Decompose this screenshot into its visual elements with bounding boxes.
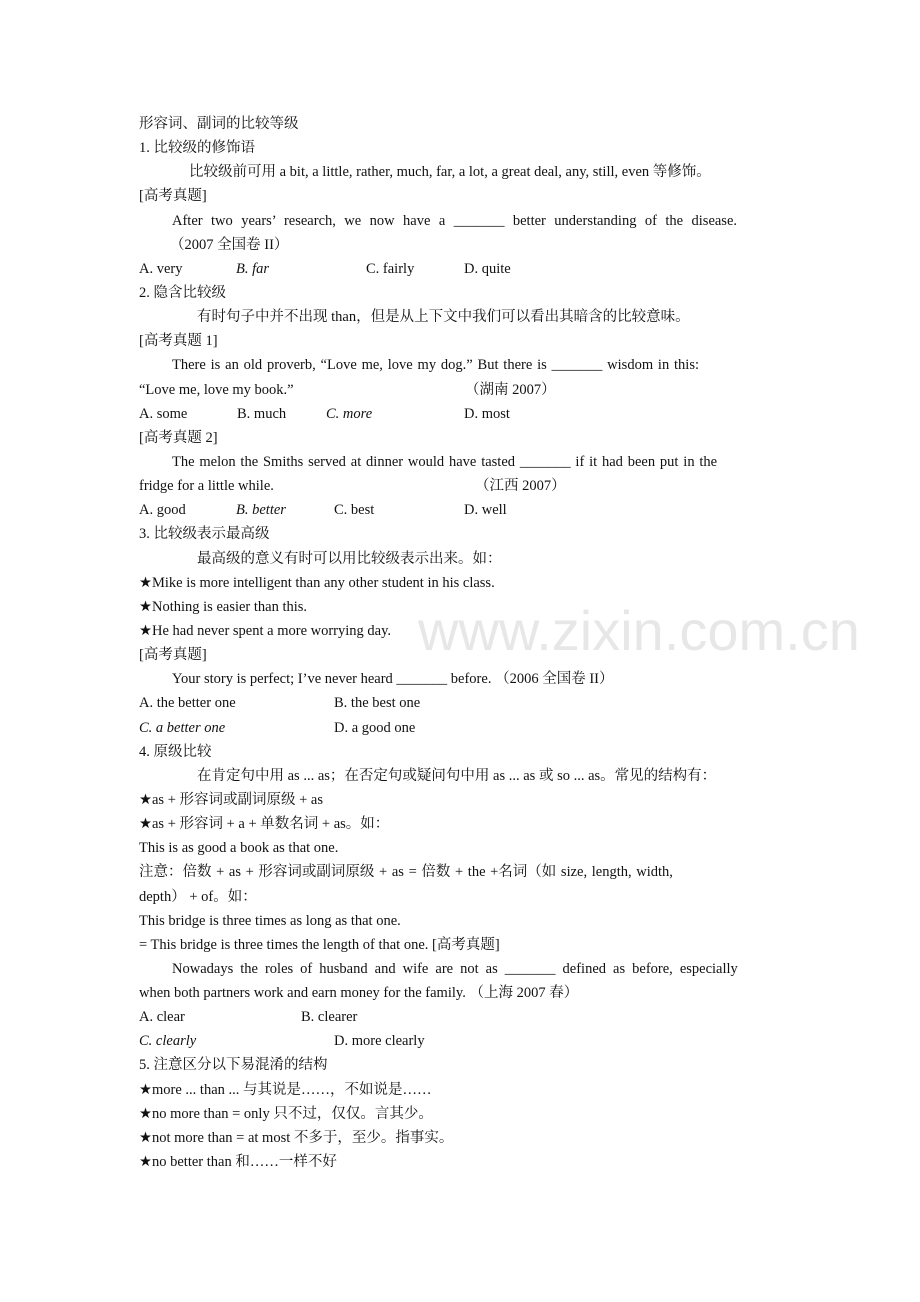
section-4-note-line1 (139, 860, 782, 884)
section-5-item-3: ★not more than = at most 不多于，至少。指事实。 (139, 1129, 454, 1146)
note-text: 注意：倍数 + as + 形容词或副词原级 + as = 倍数 + the +名词（如 size, length, width, (139, 864, 673, 881)
section-2-question-1-line1 (139, 353, 782, 377)
option-a: A. the better one (139, 695, 236, 712)
option-d: D. quite (464, 260, 511, 277)
section-1-question-line2: （2007 全国卷 II） (170, 236, 289, 253)
section-2-label-1: [高考真题 1] (139, 333, 218, 350)
question-text: “Love me, love my book.” (139, 381, 294, 398)
option-a: A. some (139, 405, 188, 422)
option-d: D. more clearly (334, 1033, 425, 1050)
option-a: A. very (139, 260, 183, 277)
question-text: There is an old proverb, “Love me, love my dog.” But there is _______ wisdom in this: (172, 357, 700, 374)
option-d: D. most (464, 405, 510, 422)
option-b: B. better (236, 502, 286, 519)
question-source: （湖南 2007） (465, 381, 556, 398)
question-text: The melon the Smiths served at dinner would have tasted _______ if it had been put in the (172, 453, 718, 470)
section-5-heading: 5. 注意区分以下易混淆的结构 (139, 1057, 328, 1074)
option-b: B. clearer (301, 1009, 358, 1026)
section-1-intro: 比较级前可用 a bit, a little, rather, much, far, a lot, a great deal, any, still, even 等修饰。 (189, 164, 711, 181)
section-4-question-line2: when both partners work and earn money for the family. （上海 2007 春） (139, 985, 579, 1002)
section-2-options-1 (139, 402, 782, 426)
option-b: B. far (236, 260, 270, 277)
section-4-example-3: = This bridge is three times the length of that one. [高考真题] (139, 936, 500, 953)
option-c: C. clearly (139, 1033, 197, 1050)
section-3-options-row-1 (139, 691, 782, 715)
section-3-example-1: ★Mike is more intelligent than any other student in his class. (139, 574, 495, 591)
section-2-question-1-line2 (139, 378, 782, 402)
section-3-question: Your story is perfect; I’ve never heard _______ before. （2006 全国卷 II） (172, 671, 614, 688)
section-5-item-1: ★more ... than ... 与其说是……，不如说是…… (139, 1081, 432, 1098)
section-4-intro: 在肯定句中用 as ... as；在否定句或疑问句中用 as ... as 或 so ... as。常见的结构有： (197, 767, 717, 784)
option-a: A. good (139, 502, 186, 519)
section-1-heading: 1. 比较级的修饰语 (139, 140, 255, 157)
option-b: B. much (237, 405, 287, 422)
option-c: C. more (326, 405, 373, 422)
option-c: C. best (334, 502, 375, 519)
option-d: D. well (464, 502, 507, 519)
section-1-question-line1 (139, 209, 782, 233)
section-3-heading: 3. 比较级表示最高级 (139, 526, 270, 543)
section-2-heading: 2. 隐含比较级 (139, 284, 226, 301)
option-b: B. the best one (334, 695, 421, 712)
section-2-question-2-line2 (139, 474, 782, 498)
section-5-item-2: ★no more than = only 只不过，仅仅。言其少。 (139, 1105, 433, 1122)
section-3-example-2: ★Nothing is easier than this. (139, 598, 308, 615)
watermark: www.zixin.com.cn (418, 599, 860, 662)
section-3-options-row-2 (139, 716, 782, 740)
question-text: Nowadays the roles of husband and wife are not as _______ defined as before, especially (172, 960, 738, 977)
section-4-pattern-1: ★as + 形容词或副词原级 + as (139, 791, 324, 808)
option-c: C. a better one (139, 719, 226, 736)
section-4-heading: 4. 原级比较 (139, 743, 212, 760)
section-4-options-row-1 (139, 1005, 782, 1029)
section-3-label: [高考真题] (139, 647, 207, 664)
question-source: （江西 2007） (475, 478, 566, 495)
section-2-question-2-line1 (139, 450, 782, 474)
section-1-label: [高考真题] (139, 188, 207, 205)
document-title: 形容词、副词的比较等级 (139, 116, 299, 132)
section-5-item-4: ★no better than 和……一样不好 (139, 1154, 337, 1171)
section-3-intro: 最高级的意义有时可以用比较级表示出来。如： (197, 550, 502, 567)
section-4-example-2: This bridge is three times as long as that one. (139, 912, 401, 929)
section-2-options-2 (139, 498, 782, 522)
section-1-options (139, 257, 782, 281)
section-4-example-1: This is as good a book as that one. (139, 840, 339, 857)
section-4-options-row-2 (139, 1029, 782, 1053)
option-d: D. a good one (334, 719, 416, 736)
section-2-label-2: [高考真题 2] (139, 429, 218, 446)
question-text: After two years’ research, we now have a _______ better understanding of the disease. (172, 212, 738, 229)
section-4-note-line2: depth） + of。如： (139, 888, 257, 905)
section-4-question-line1 (139, 957, 782, 981)
question-text: fridge for a little while. (139, 478, 274, 495)
option-a: A. clear (139, 1009, 185, 1026)
section-4-pattern-2: ★as + 形容词 + a + 单数名词 + as。如： (139, 816, 390, 833)
section-2-intro: 有时句子中并不出现 than，但是从上下文中我们可以看出其暗含的比较意味。 (197, 309, 690, 326)
option-c: C. fairly (366, 260, 415, 277)
section-3-example-3: ★He had never spent a more worrying day. (139, 622, 392, 639)
